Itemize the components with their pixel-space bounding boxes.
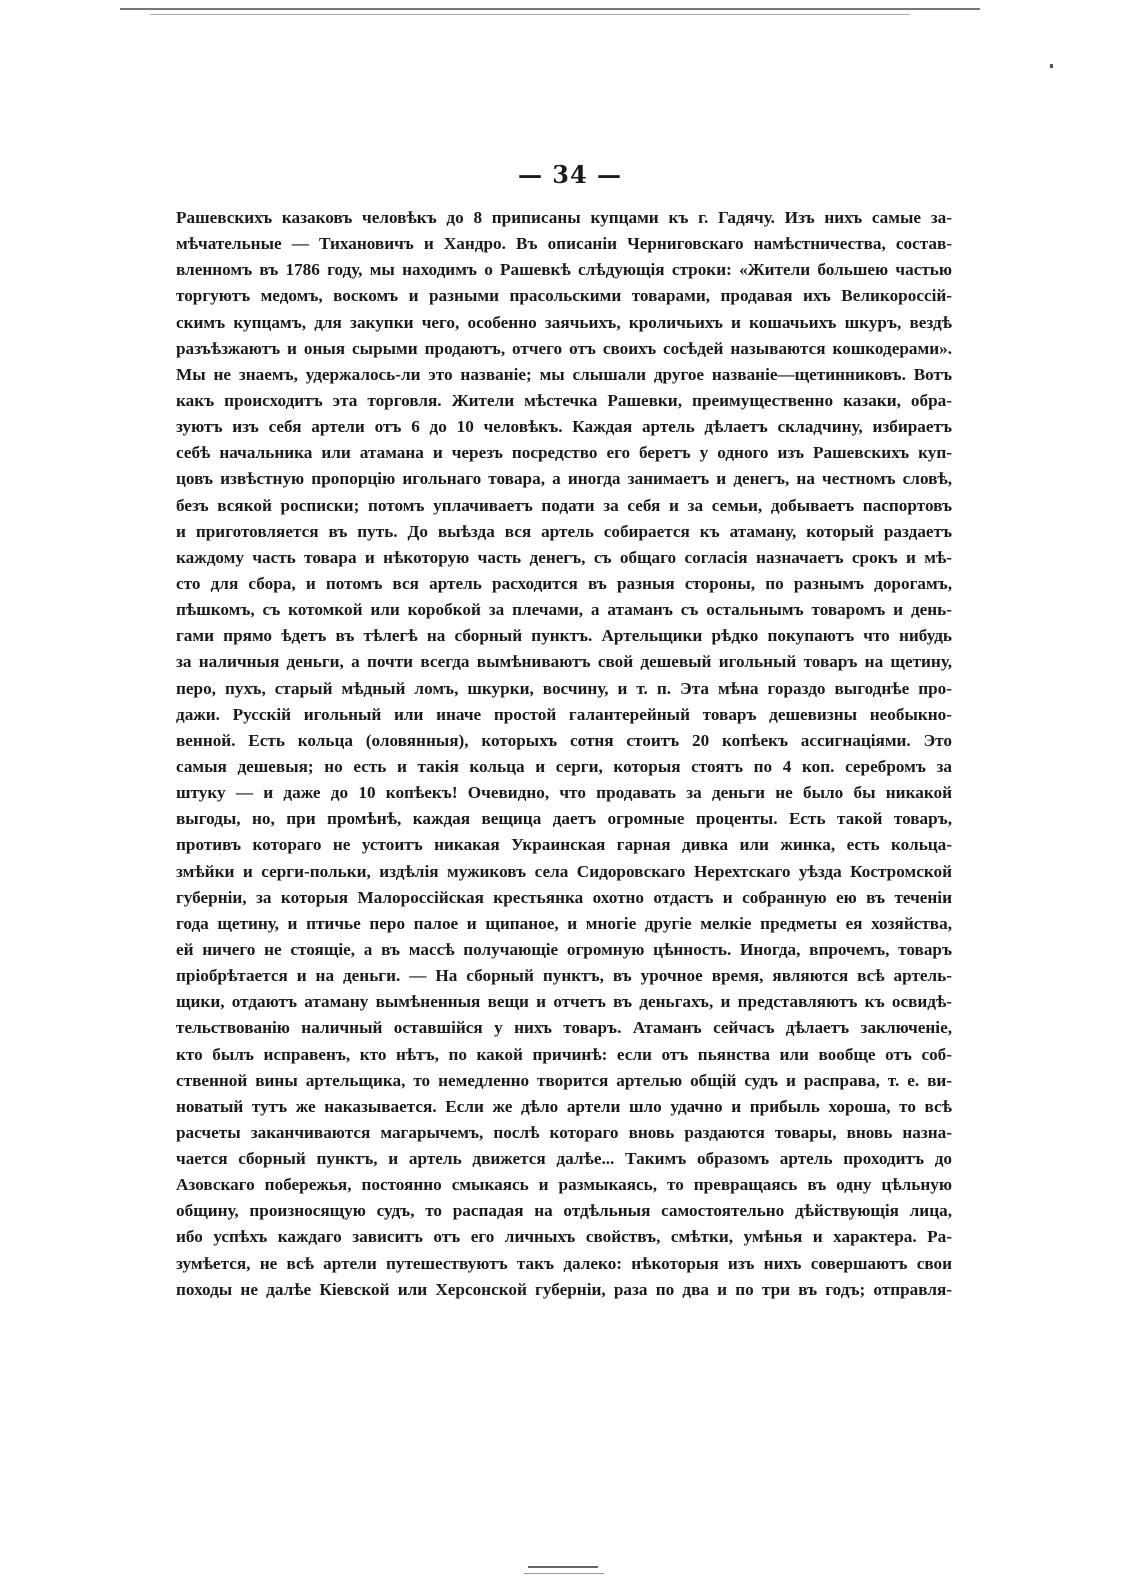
text-line: зуютъ изъ себя артели отъ 6 до 10 человѣкъ. Каждая артель дѣлаетъ складчину, избираетъ: [176, 417, 952, 437]
text-line: и приготовляется въ путь. До выѣзда вся артель собирается къ атаману, который раздаетъ: [176, 521, 952, 541]
text-line: себѣ начальника или атамана и черезъ посредство его беретъ у одного изъ Рашевскихъ куп-: [176, 443, 952, 463]
text-line: перо, пухъ, старый мѣдный ломъ, шкурки, восчину, и т. п. Эта мѣна гораздо выгоднѣе про-: [176, 678, 952, 698]
text-line: венной. Есть кольца (оловянныя), которыхъ сотня стоитъ 20 копѣекъ ассигнаціями. Это: [176, 730, 952, 750]
scan-speck: [1050, 64, 1053, 68]
text-line: Мы не знаемъ, удержалось-ли это названіе; мы слышали другое названіе—щетинниковъ. Вотъ: [176, 364, 952, 384]
text-line: кто былъ исправенъ, кто нѣтъ, по какой причинѣ: если отъ пьянства или вообще отъ соб-: [176, 1044, 952, 1064]
text-line: вленномъ въ 1786 году, мы находимъ о Рашевкѣ слѣдующія строки: «Жители большею частью: [176, 260, 952, 280]
page-number: — 34 —: [517, 160, 623, 189]
text-line: цовъ извѣстную пропорцію игольнаго товара, а иногда занимаетъ и денегъ, на честномъ словѣ,: [176, 469, 952, 489]
top-edge-rule-secondary: [150, 14, 910, 15]
text-line: расчеты заканчиваются магарычемъ, послѣ котораго вновь раздаются товары, вновь назна-: [176, 1122, 952, 1142]
text-line: за наличныя деньги, а почти всегда вымѣниваютъ свой дешевый игольный товаръ на щетину,: [176, 652, 952, 672]
text-line: безъ всякой росписки; потомъ уплачиваетъ подати за себя и за семьи, добываетъ паспортовъ: [176, 495, 952, 515]
bottom-edge-rule: [528, 1566, 598, 1568]
text-line: ей ничего не стоящіе, а въ массѣ получающіе огромную цѣнность. Иногда, впрочемъ, товаръ: [176, 939, 952, 959]
top-edge-rule: [120, 8, 980, 10]
text-line: Рашевскихъ казаковъ человѣкъ до 8 приписаны купцами къ г. Гадячу. Изъ нихъ самые за-: [176, 208, 952, 227]
text-line: пріобрѣтается и на деньги. — На сборный пунктъ, въ урочное время, являются всѣ артель-: [176, 966, 952, 986]
text-line: какъ происходитъ эта торговля. Жители мѣстечка Рашевки, преимущественно казаки, обра-: [176, 390, 952, 410]
text-line: общину, произносящую судъ, то распадая на отдѣльныя самостоятельно дѣйствующія лица,: [176, 1201, 952, 1221]
text-line: гами прямо ѣдетъ въ тѣлегѣ на сборный пунктъ. Артельщики рѣдко покупаютъ что нибудь: [176, 626, 952, 646]
text-line: новатый тутъ же наказывается. Если же дѣло артели шло удачно и прибыль хороша, то всѣ: [176, 1096, 952, 1116]
text-line: торгуютъ медомъ, воскомъ и разными прасольскими товарами, продавая ихъ Великороссій-: [176, 286, 952, 306]
text-line: года щетину, и птичье перо палое и щипаное, и многіе другіе мелкіе предметы ея хозяйства,: [176, 913, 952, 933]
text-line: мѣчательные — Тихановичъ и Хандро. Въ описаніи Черниговскаго намѣстничества, состав-: [176, 234, 952, 254]
text-line: дажи. Русскій игольный или иначе простой галантерейный товаръ дешевизны необыкно-: [176, 704, 952, 724]
text-line: самыя дешевыя; но есть и такія кольца и серги, которыя стоятъ по 4 коп. серебромъ за: [176, 756, 952, 776]
body-text: [176, 205, 952, 1303]
text-line: каждому часть товара и нѣкоторую часть денегъ, съ общаго согласія назначаетъ срокъ и мѣ-: [176, 547, 952, 567]
text-line: Азовскаго побережья, постоянно смыкаясь и размыкаясь, то превращаясь въ одну цѣльную: [176, 1175, 952, 1195]
text-line: губерніи, за которыя Малороссійская крестьянка охотно отдастъ и собранную ею въ теченіи: [176, 887, 952, 907]
bottom-edge-rule-secondary: [524, 1573, 604, 1574]
text-line: ибо успѣхъ каждаго зависитъ отъ его личныхъ свойствъ, смѣтки, умѣнья и характера. Ра-: [176, 1227, 952, 1247]
text-line: скимъ купцамъ, для закупки чего, особенно заячьихъ, кроличьихъ и кошачьихъ шкуръ, вездѣ: [176, 312, 952, 332]
text-line: ственной вины артельщика, то немедленно творится артелью общій судъ и расправа, т. е. ви-: [176, 1070, 952, 1090]
text-line: зумѣется, не всѣ артели путешествуютъ такъ далеко: нѣкоторыя изъ нихъ совершаютъ свои: [176, 1253, 952, 1273]
text-line: щики, отдаютъ атаману вымѣненныя вещи и отчетъ въ деньгахъ, и представляютъ къ освидѣ-: [176, 992, 952, 1012]
text-line: штуку — и даже до 10 копѣекъ! Очевидно, что продавать за деньги не было бы никакой: [176, 783, 952, 803]
text-line: противъ котораго не устоитъ никакая Украинская гарная дивка или жинка, есть кольца-: [176, 835, 952, 855]
text-line: пѣшкомъ, съ котомкой или коробкой за плечами, а атаманъ съ остальнымъ товаромъ и день-: [176, 600, 952, 620]
text-line: сто для сбора, и потомъ вся артель расходится въ разныя стороны, по разнымъ дорогамъ,: [176, 573, 952, 593]
text-line: змѣйки и серги-польки, издѣлія мужиковъ села Сидоровскаго Нерехтскаго уѣзда Костромской: [176, 861, 952, 881]
text-line: тельствованію наличный оставшійся у нихъ товаръ. Атаманъ сейчасъ дѣлаетъ заключеніе,: [176, 1018, 952, 1038]
text-line: походы не далѣе Кіевской или Херсонской губерніи, раза по два и по три въ годъ; отправля-: [176, 1279, 952, 1299]
text-line: выгоды, но, при промѣнѣ, каждая вещица даетъ огромные проценты. Есть такой товаръ,: [176, 809, 952, 829]
text-line: разъѣзжаютъ и оныя сырыми продаютъ, отчего отъ своихъ сосѣдей называются кошкодерами».: [176, 338, 952, 358]
text-line: чается сборный пунктъ, и артель движется далѣе... Такимъ образомъ артель проходитъ до: [176, 1149, 952, 1169]
